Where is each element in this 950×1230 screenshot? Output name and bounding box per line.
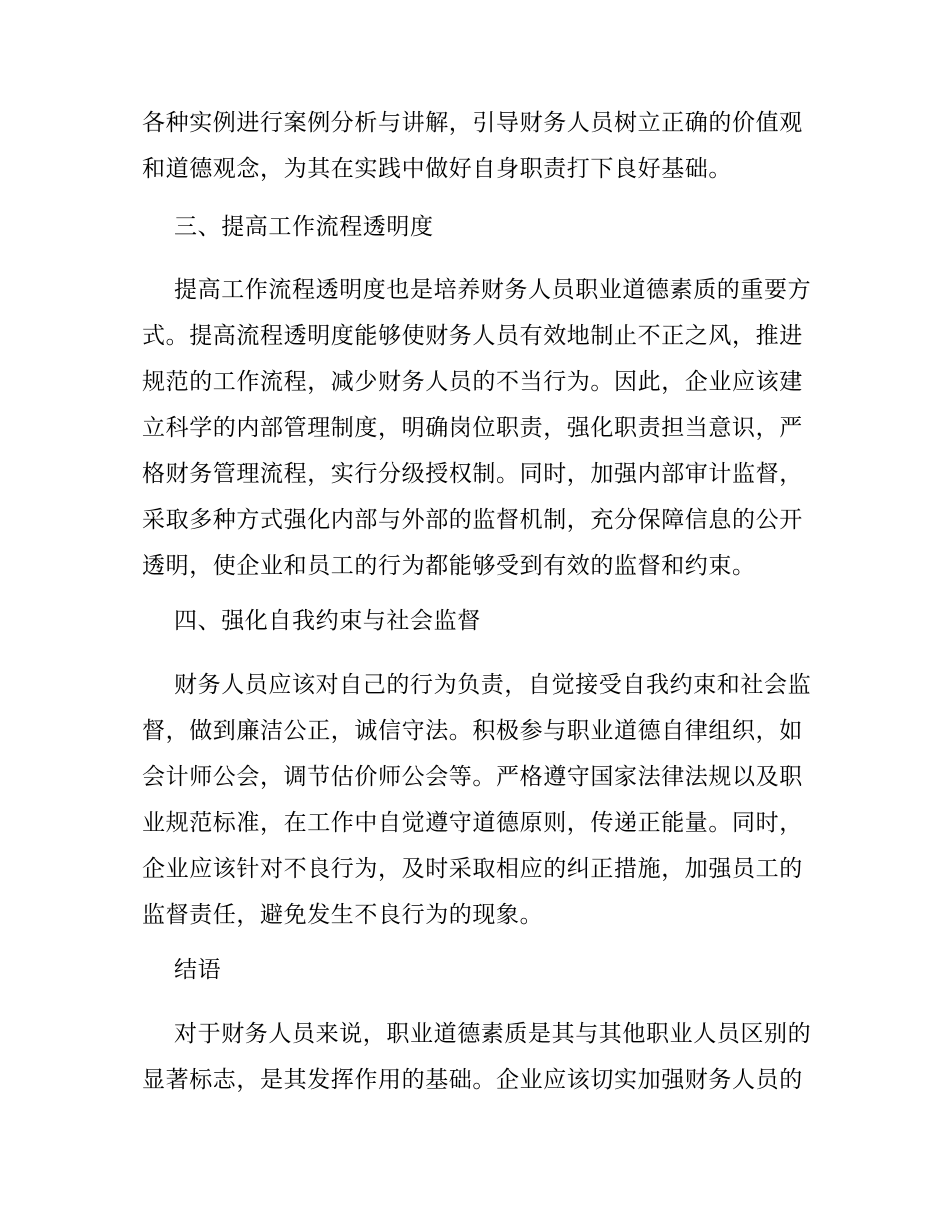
paragraph-line: 规范的工作流程，减少财务人员的不当行为。因此，企业应该建 — [142, 369, 803, 395]
paragraph-line: 格财务管理流程，实行分级授权制。同时，加强内部审计监督， — [142, 461, 803, 487]
paragraph-line: 立科学的内部管理制度，明确岗位职责，强化职责担当意识，严 — [142, 415, 803, 441]
paragraph-line: 督，做到廉洁公正，诚信守法。积极参与职业道德自律组织，如 — [142, 718, 803, 744]
paragraph-line: 各种实例进行案例分析与讲解，引导财务人员树立正确的价值观 — [142, 110, 803, 136]
section-heading-3: 三、提高工作流程透明度 — [174, 214, 434, 240]
paragraph-line: 式。提高流程透明度能够使财务人员有效地制止不正之风，推进 — [142, 323, 803, 349]
paragraph-line: 业规范标准，在工作中自觉遵守道德原则，传递正能量。同时， — [142, 810, 803, 836]
section-heading-conclusion: 结语 — [174, 957, 222, 983]
paragraph-line: 财务人员应该对自己的行为负责，自觉接受自我约束和社会监 — [174, 672, 812, 698]
paragraph-line: 监督责任，避免发生不良行为的现象。 — [142, 902, 544, 928]
paragraph-line: 对于财务人员来说，职业道德素质是其与其他职业人员区别的 — [174, 1021, 812, 1047]
paragraph-line: 采取多种方式强化内部与外部的监督机制，充分保障信息的公开 — [142, 507, 803, 533]
paragraph-line: 提高工作流程透明度也是培养财务人员职业道德素质的重要方 — [174, 277, 812, 303]
paragraph-line: 会计师公会，调节估价师公会等。严格遵守国家法律法规以及职 — [142, 764, 803, 790]
paragraph-line: 和道德观念，为其在实践中做好自身职责打下良好基础。 — [142, 156, 732, 182]
section-heading-4: 四、强化自我约束与社会监督 — [174, 608, 481, 634]
paragraph-line: 企业应该针对不良行为，及时采取相应的纠正措施，加强员工的 — [142, 856, 803, 882]
paragraph-line: 显著标志，是其发挥作用的基础。企业应该切实加强财务人员的 — [142, 1067, 803, 1093]
paragraph-line: 透明，使企业和员工的行为都能够受到有效的监督和约束。 — [142, 553, 756, 579]
